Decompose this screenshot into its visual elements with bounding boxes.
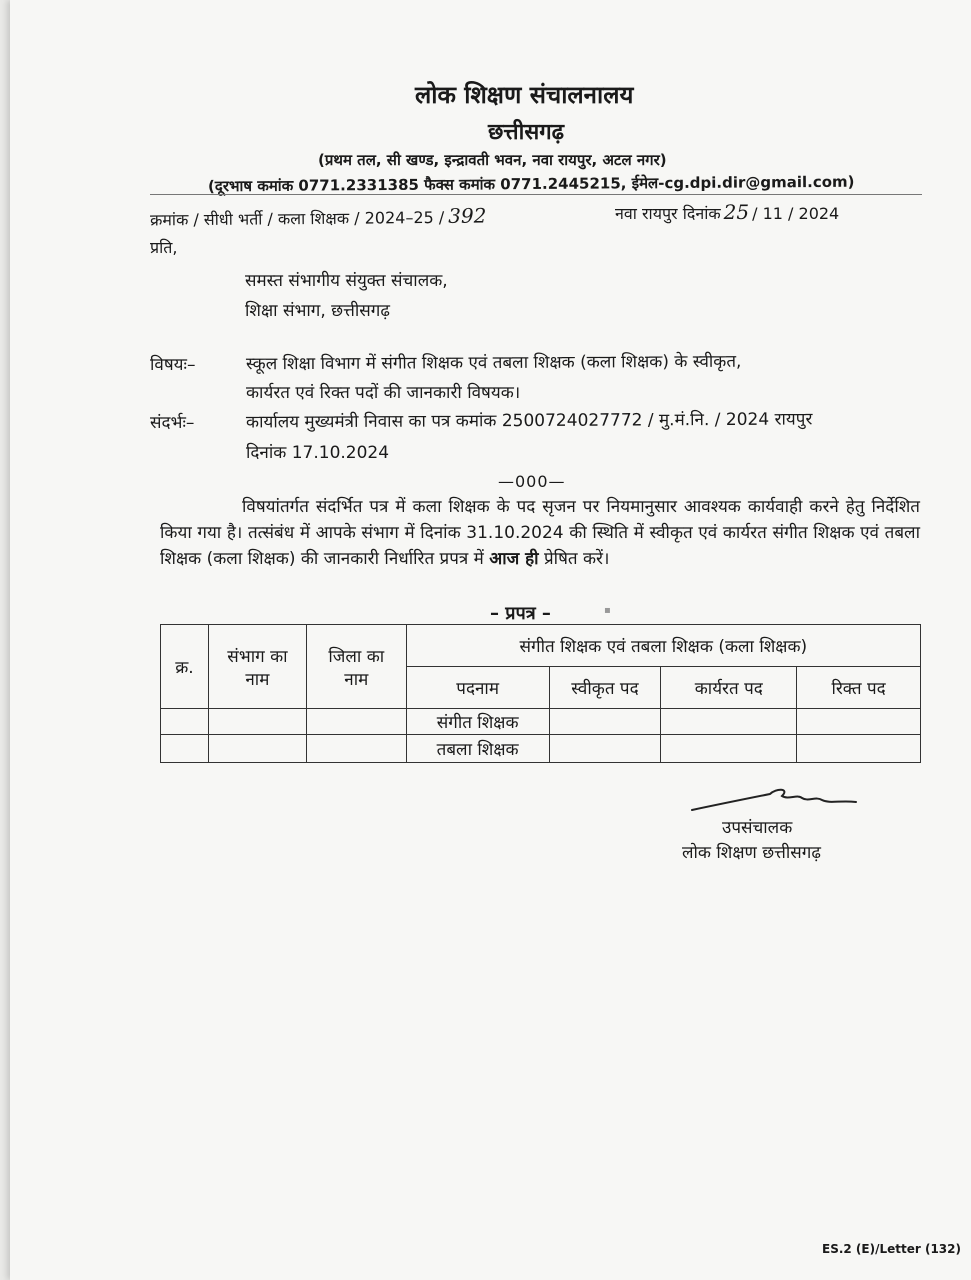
state-title: छत्तीसगढ़: [488, 120, 564, 145]
reference-label: संदर्भः–: [150, 413, 195, 433]
address-line: (प्रथम तल, सी खण्ड, इन्द्रावती भवन, नवा रायपुर, अटल नगर): [318, 151, 667, 169]
reference-line-2: दिनांक 17.10.2024: [246, 443, 390, 463]
subject-line-2: कार्यरत एवं रिक्त पदों की जानकारी विषयक।: [246, 383, 521, 403]
letter-page: [10, 0, 971, 1280]
recipient-line-1: समस्त संभागीय संयुक्त संचालक,: [245, 271, 448, 291]
proforma-table: [160, 624, 921, 763]
recipient-prati: प्रति,: [150, 238, 178, 257]
body-paragraph: [160, 494, 920, 572]
date-prefix: नवा रायपुर दिनांक: [615, 204, 721, 223]
date-day-handwritten: 25: [723, 200, 750, 224]
separator: —000—: [498, 472, 566, 491]
sub-post-header: पदनाम: [406, 667, 549, 709]
body-text-end: प्रेषित करें।: [544, 549, 610, 569]
subject-label: विषयः–: [150, 355, 196, 375]
table-row: [161, 735, 921, 763]
org-title: लोक शिक्षण संचालनालय: [415, 81, 634, 109]
reference-number-prefix: क्रमांक / सीधी भर्ती / कला शिक्षक / 2024–25 /: [149, 207, 445, 230]
sub-vacant-header: रिक्त पद: [797, 667, 921, 709]
sub-working-header: कार्यरत पद: [661, 667, 797, 709]
contact-line: (दूरभाष कमांक 0771.2331385 फैक्स कमांक 0771.2445215, ईमेल-cg.dpi.dir@gmail.com): [207, 172, 855, 196]
col-division-header: संभाग का नाम: [208, 625, 306, 709]
col-district-header: जिला का नाम: [306, 625, 406, 709]
footer-code: ES.2 (E)/Letter (132): [822, 1242, 961, 1256]
header-divider: [150, 194, 922, 195]
signature-mark: [690, 786, 860, 816]
group-header: संगीत शिक्षक एवं तबला शिक्षक (कला शिक्षक): [406, 625, 920, 667]
row-post: तबला शिक्षक: [406, 735, 549, 763]
recipient-line-2: शिक्षा संभाग, छत्तीसगढ़: [245, 301, 390, 321]
date-rest: / 11 / 2024: [752, 204, 840, 223]
col-sr-header: क्र.: [161, 625, 209, 709]
form-title: – प्रपत्र –: [490, 603, 551, 624]
row-post: संगीत शिक्षक: [406, 709, 549, 735]
reference-number: [150, 204, 491, 231]
subject-line-1: स्कूल शिक्षा विभाग में संगीत शिक्षक एवं तबला शिक्षक (कला शिक्षक) के स्वीकृत,: [245, 351, 742, 375]
sub-sanctioned-header: स्वीकृत पद: [549, 667, 661, 709]
signature-designation: उपसंचालक: [722, 818, 793, 838]
reference-number-handwritten: 392: [448, 203, 487, 228]
letter-date: [615, 200, 839, 224]
reference-line-1: कार्यालय मुख्यमंत्री निवास का पत्र कमांक 2500724027772 / मु.मं.नि. / 2024 रायपुर: [245, 409, 813, 433]
table-header-row: [161, 625, 921, 667]
form-dot: ▪: [604, 605, 611, 616]
body-text-main: विषयांतर्गत संदर्भित पत्र में कला शिक्षक के पद सृजन पर नियमानुसार आवश्यक कार्यवाही करने हेतु निर्देशित किया गया है। तत्संबंध में आपके संभाग में दिनांक 31.10.2024 की स्थिति में स्वीकृत एवं कार्यरत संगीत शिक्षक एवं तबला शिक्षक (कला शिक्षक) की जानकारी निर्धारित प्रपत्र में: [160, 497, 920, 569]
signature-office: लोक शिक्षण छत्तीसगढ़: [682, 843, 821, 863]
body-text-bold: आज ही: [489, 549, 539, 569]
table-row: [161, 709, 921, 735]
